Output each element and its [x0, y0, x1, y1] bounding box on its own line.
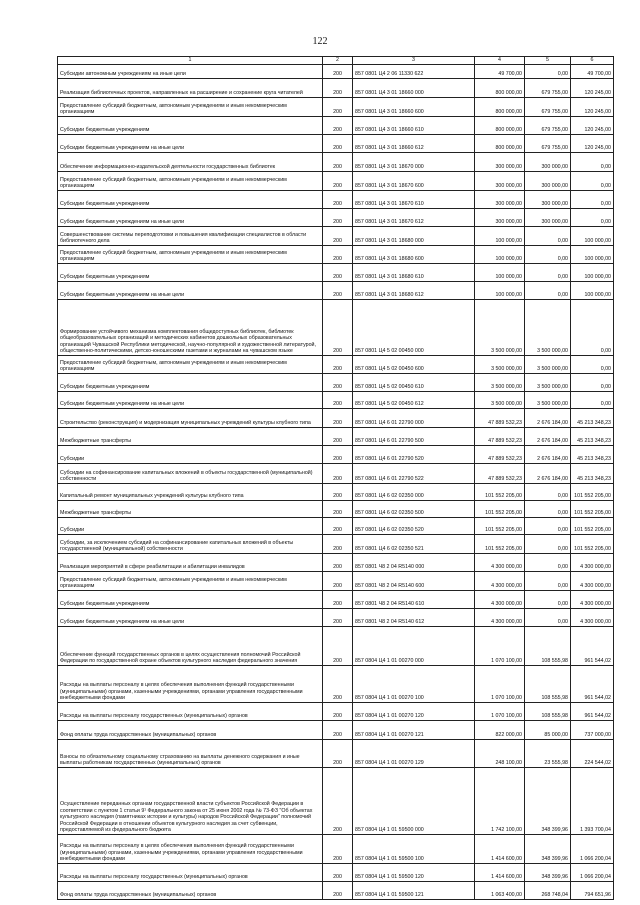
table-row — [58, 572, 614, 591]
row-grbs-cell: 200 — [323, 392, 353, 409]
row-amount-change: 2 676 184,00 — [525, 428, 571, 446]
row-amount-total: 0,00 — [571, 392, 614, 409]
row-amount-change: 348 399,96 — [525, 768, 571, 835]
row-name-cell: Субсидии, за исключением субсидий на софинансирование капитальных вложений в объекты государственной (муниципальной) собственности — [58, 535, 323, 554]
row-amount-approved: 1 070 100,00 — [475, 703, 525, 721]
row-code-cell: 857 0804 Ц4 1 01 59500 121 — [353, 882, 475, 900]
row-name-cell: Предоставление субсидий бюджетным, автономным учреждениям и иным некоммерческим организациям — [58, 98, 323, 117]
row-amount-change: 0,00 — [525, 65, 571, 79]
row-code-cell: 857 0801 Ц4 6 01 22790 000 — [353, 409, 475, 428]
row-amount-total: 100 000,00 — [571, 264, 614, 282]
row-amount-total: 120 245,00 — [571, 98, 614, 117]
row-name-cell: Межбюджетные трансферты — [58, 428, 323, 446]
row-code-cell: 857 0801 Ц4 3 01 18680 600 — [353, 246, 475, 264]
row-name-cell: Субсидии на софинансирование капитальных вложений в объекты государственной (муниципальной) собственности — [58, 464, 323, 484]
row-amount-change: 0,00 — [525, 572, 571, 591]
row-amount-total: 0,00 — [571, 153, 614, 172]
row-grbs-cell: 200 — [323, 666, 353, 703]
row-amount-change: 23 555,98 — [525, 740, 571, 768]
row-name-cell: Предоставление субсидий бюджетным, автономным учреждениям и иным некоммерческим организациям — [58, 246, 323, 264]
row-amount-change: 2 676 184,00 — [525, 446, 571, 464]
row-amount-change: 0,00 — [525, 282, 571, 300]
row-amount-approved: 300 000,00 — [475, 172, 525, 191]
row-grbs-cell: 200 — [323, 721, 353, 740]
row-amount-total: 101 552 205,00 — [571, 484, 614, 501]
row-amount-approved: 47 889 532,23 — [475, 409, 525, 428]
table-row — [58, 135, 614, 153]
row-grbs-cell: 200 — [323, 65, 353, 79]
row-amount-change: 108 555,98 — [525, 703, 571, 721]
row-amount-change: 108 555,98 — [525, 627, 571, 666]
row-amount-change: 3 500 000,00 — [525, 374, 571, 392]
row-amount-approved: 47 889 532,23 — [475, 464, 525, 484]
page-number: 122 — [312, 36, 328, 47]
row-amount-total: 45 213 348,23 — [571, 446, 614, 464]
row-amount-total: 0,00 — [571, 356, 614, 374]
row-amount-approved: 4 300 000,00 — [475, 554, 525, 572]
row-amount-total: 100 000,00 — [571, 227, 614, 246]
row-amount-change: 348 399,96 — [525, 864, 571, 882]
header-col-2: 2 — [323, 57, 353, 65]
row-amount-total: 1 066 200,04 — [571, 864, 614, 882]
row-amount-change: 0,00 — [525, 246, 571, 264]
table-row — [58, 246, 614, 264]
row-amount-total: 961 544,02 — [571, 627, 614, 666]
row-amount-approved: 101 552 205,00 — [475, 484, 525, 501]
row-code-cell: 857 0804 Ц4 1 01 59500 120 — [353, 864, 475, 882]
row-code-cell: 857 0801 Ц4 6 01 22790 500 — [353, 428, 475, 446]
row-code-cell: 857 0801 Ц4 5 02 00450 000 — [353, 300, 475, 356]
table-row — [58, 864, 614, 882]
table-row — [58, 65, 614, 79]
row-amount-total: 45 213 348,23 — [571, 428, 614, 446]
row-code-cell: 857 0801 Ц4 5 02 00450 610 — [353, 374, 475, 392]
row-grbs-cell: 200 — [323, 446, 353, 464]
row-amount-change: 300 000,00 — [525, 153, 571, 172]
table-row — [58, 282, 614, 300]
row-amount-approved: 47 889 532,23 — [475, 446, 525, 464]
row-amount-total: 961 544,02 — [571, 666, 614, 703]
row-amount-approved: 1 070 100,00 — [475, 627, 525, 666]
row-code-cell: 857 0801 Ц4 6 02 02350 521 — [353, 535, 475, 554]
row-amount-approved: 100 000,00 — [475, 227, 525, 246]
row-amount-change: 0,00 — [525, 535, 571, 554]
row-amount-total: 4 300 000,00 — [571, 609, 614, 627]
row-amount-total: 101 552 205,00 — [571, 501, 614, 518]
row-grbs-cell: 200 — [323, 374, 353, 392]
row-amount-total: 120 245,00 — [571, 135, 614, 153]
row-name-cell: Предоставление субсидий бюджетным, автономным учреждениям и иным некоммерческим организациям — [58, 172, 323, 191]
row-grbs-cell: 200 — [323, 356, 353, 374]
row-name-cell: Фонд оплаты труда государственных (муниципальных) органов — [58, 721, 323, 740]
row-code-cell: 857 0804 Ц4 1 01 00270 000 — [353, 627, 475, 666]
header-col-5: 5 — [525, 57, 571, 65]
row-code-cell: 857 0801 Ц4 3 01 18680 610 — [353, 264, 475, 282]
row-amount-total: 49 700,00 — [571, 65, 614, 79]
row-code-cell: 857 0801 Ч8 2 04 R5140 612 — [353, 609, 475, 627]
table-row — [58, 172, 614, 191]
row-amount-total: 794 651,96 — [571, 882, 614, 900]
row-grbs-cell: 200 — [323, 703, 353, 721]
table-row — [58, 227, 614, 246]
row-grbs-cell: 200 — [323, 172, 353, 191]
table-row — [58, 835, 614, 864]
row-grbs-cell: 200 — [323, 117, 353, 135]
row-code-cell: 857 0804 Ц4 1 01 00270 100 — [353, 666, 475, 703]
row-amount-total: 101 552 205,00 — [571, 535, 614, 554]
row-amount-total: 0,00 — [571, 191, 614, 209]
row-amount-approved: 100 000,00 — [475, 264, 525, 282]
row-name-cell: Расходы на выплаты персоналу государственных (муниципальных) органов — [58, 703, 323, 721]
row-name-cell: Субсидии автономным учреждениям на иные цели — [58, 65, 323, 79]
row-grbs-cell: 200 — [323, 227, 353, 246]
row-code-cell: 857 0801 Ц4 6 01 22790 520 — [353, 446, 475, 464]
row-amount-approved: 300 000,00 — [475, 209, 525, 227]
row-name-cell: Субсидии бюджетным учреждениям — [58, 374, 323, 392]
row-amount-approved: 1 414 600,00 — [475, 835, 525, 864]
table-row — [58, 627, 614, 666]
row-amount-approved: 300 000,00 — [475, 153, 525, 172]
row-grbs-cell: 200 — [323, 428, 353, 446]
row-amount-change: 300 000,00 — [525, 172, 571, 191]
row-name-cell: Капитальный ремонт муниципальных учреждений культуры клубного типа — [58, 484, 323, 501]
row-name-cell: Расходы на выплаты персоналу в целях обеспечения выполнения функций государственными (муниципальными) органами, казенными учреждениями, органами управления государственными внебюджетными фондами — [58, 835, 323, 864]
row-amount-change: 85 000,00 — [525, 721, 571, 740]
row-amount-total: 45 213 348,23 — [571, 409, 614, 428]
row-code-cell: 857 0801 Ц4 5 02 00450 612 — [353, 392, 475, 409]
row-code-cell: 857 0801 Ц4 5 02 00450 600 — [353, 356, 475, 374]
row-name-cell: Субсидии бюджетным учреждениям на иные цели — [58, 135, 323, 153]
table-row — [58, 554, 614, 572]
table-row — [58, 591, 614, 609]
table-row — [58, 428, 614, 446]
row-grbs-cell: 200 — [323, 264, 353, 282]
row-amount-total: 4 300 000,00 — [571, 572, 614, 591]
table-row — [58, 484, 614, 501]
table-row — [58, 264, 614, 282]
row-amount-total: 100 000,00 — [571, 282, 614, 300]
row-code-cell: 857 0804 Ц4 1 01 00270 129 — [353, 740, 475, 768]
table-row — [58, 721, 614, 740]
row-code-cell: 857 0801 Ц4 6 02 02350 000 — [353, 484, 475, 501]
row-amount-approved: 4 300 000,00 — [475, 591, 525, 609]
table-row — [58, 464, 614, 484]
row-name-cell: Субсидии бюджетным учреждениям на иные цели — [58, 282, 323, 300]
row-name-cell: Строительство (реконструкция) и модернизация муниципальных учреждений культуры клубного типа — [58, 409, 323, 428]
row-amount-change: 0,00 — [525, 484, 571, 501]
table-row — [58, 209, 614, 227]
row-amount-total: 1 393 700,04 — [571, 768, 614, 835]
row-name-cell: Субсидии — [58, 446, 323, 464]
table-row — [58, 446, 614, 464]
row-code-cell: 857 0801 Ц4 3 01 18670 610 — [353, 191, 475, 209]
row-amount-total: 120 245,00 — [571, 117, 614, 135]
header-col-1: 1 — [58, 57, 323, 65]
row-name-cell: Субсидии бюджетным учреждениям на иные цели — [58, 209, 323, 227]
row-name-cell: Взносы по обязательному социальному страхованию на выплаты денежного содержания и иные выплаты работникам государственных (муниципальных) органов — [58, 740, 323, 768]
row-name-cell: Предоставление субсидий бюджетным, автономным учреждениям и иным некоммерческим организациям — [58, 356, 323, 374]
row-code-cell: 857 0801 Ч8 2 04 R5140 000 — [353, 554, 475, 572]
row-amount-change: 2 676 184,00 — [525, 409, 571, 428]
row-code-cell: 857 0801 Ц4 3 01 18670 612 — [353, 209, 475, 227]
row-amount-change: 348 399,96 — [525, 835, 571, 864]
row-amount-approved: 3 500 000,00 — [475, 374, 525, 392]
row-amount-approved: 4 300 000,00 — [475, 572, 525, 591]
row-name-cell: Субсидии бюджетным учреждениям — [58, 264, 323, 282]
row-amount-change: 0,00 — [525, 609, 571, 627]
table-row — [58, 392, 614, 409]
row-amount-total: 4 300 000,00 — [571, 591, 614, 609]
row-name-cell: Осуществление переданных органам государственной власти субъектов Российской Федерации в соответствии с пунктом 1 статьи 9¹ Федерального закона от 25 июня 2002 года № 73-ФЗ "Об объектах культурного наследия (памятниках истории и культуры) народов Российской Федерации" полномочий Российской Федерации в отношении объектов культурного наследия за счет субвенции, предоставляемой из федерального бюджета — [58, 768, 323, 835]
row-amount-approved: 100 000,00 — [475, 282, 525, 300]
row-grbs-cell: 200 — [323, 501, 353, 518]
row-amount-approved: 248 100,00 — [475, 740, 525, 768]
table-row — [58, 518, 614, 535]
row-amount-total: 0,00 — [571, 172, 614, 191]
row-amount-total: 4 300 000,00 — [571, 554, 614, 572]
row-amount-total: 100 000,00 — [571, 246, 614, 264]
row-name-cell: Межбюджетные трансферты — [58, 501, 323, 518]
row-code-cell: 857 0801 Ц4 3 01 18660 000 — [353, 79, 475, 98]
row-name-cell: Реализация библиотечных проектов, направленных на расширение и сохранение круга читателей — [58, 79, 323, 98]
row-name-cell: Субсидии бюджетным учреждениям — [58, 591, 323, 609]
row-grbs-cell: 200 — [323, 627, 353, 666]
header-col-4: 4 — [475, 57, 525, 65]
row-amount-change: 0,00 — [525, 591, 571, 609]
row-amount-change: 679 755,00 — [525, 79, 571, 98]
header-col-6: 6 — [571, 57, 614, 65]
row-amount-approved: 100 000,00 — [475, 246, 525, 264]
row-name-cell: Субсидии бюджетным учреждениям на иные цели — [58, 609, 323, 627]
table-row — [58, 882, 614, 900]
row-amount-change: 268 748,04 — [525, 882, 571, 900]
row-code-cell: 857 0804 Ц4 1 01 00270 120 — [353, 703, 475, 721]
row-amount-change: 679 755,00 — [525, 98, 571, 117]
row-code-cell: 857 0801 Ч8 2 04 R5140 600 — [353, 572, 475, 591]
row-name-cell: Обеспечение функций государственных органов в целях осуществления полномочий Российской Федерации по государственной охране объектов культурного наследия федерального значения — [58, 627, 323, 666]
row-code-cell: 857 0804 Ц4 1 01 59500 000 — [353, 768, 475, 835]
row-grbs-cell: 200 — [323, 835, 353, 864]
row-code-cell: 857 0801 Ц4 3 01 18680 612 — [353, 282, 475, 300]
row-amount-approved: 3 500 000,00 — [475, 300, 525, 356]
row-amount-approved: 3 500 000,00 — [475, 356, 525, 374]
row-amount-change: 0,00 — [525, 554, 571, 572]
row-code-cell: 857 0801 Ч8 2 04 R5140 610 — [353, 591, 475, 609]
row-grbs-cell: 200 — [323, 768, 353, 835]
row-amount-approved: 47 889 532,23 — [475, 428, 525, 446]
table-row — [58, 117, 614, 135]
row-grbs-cell: 200 — [323, 864, 353, 882]
table-header-row — [58, 57, 614, 65]
table-body — [58, 65, 614, 900]
row-amount-approved: 800 000,00 — [475, 135, 525, 153]
row-name-cell: Расходы на выплаты персоналу в целях обеспечения выполнения функций государственными (муниципальными) органами, казенными учреждениями, органами управления государственными внебюджетными фондами — [58, 666, 323, 703]
row-grbs-cell: 200 — [323, 300, 353, 356]
row-amount-approved: 800 000,00 — [475, 117, 525, 135]
row-grbs-cell: 200 — [323, 535, 353, 554]
row-name-cell: Субсидии бюджетным учреждениям — [58, 191, 323, 209]
row-grbs-cell: 200 — [323, 464, 353, 484]
row-amount-approved: 822 000,00 — [475, 721, 525, 740]
row-amount-total: 120 245,00 — [571, 79, 614, 98]
row-code-cell: 857 0801 Ц4 3 01 18680 000 — [353, 227, 475, 246]
table-row — [58, 79, 614, 98]
table-row — [58, 153, 614, 172]
row-code-cell: 857 0801 Ц4 3 01 18660 612 — [353, 135, 475, 153]
row-name-cell: Субсидии бюджетным учреждениям — [58, 117, 323, 135]
row-grbs-cell: 200 — [323, 246, 353, 264]
row-grbs-cell: 200 — [323, 740, 353, 768]
row-name-cell: Субсидии бюджетным учреждениям на иные цели — [58, 392, 323, 409]
row-grbs-cell: 200 — [323, 191, 353, 209]
row-grbs-cell: 200 — [323, 209, 353, 227]
row-amount-total: 1 066 200,04 — [571, 835, 614, 864]
row-amount-approved: 800 000,00 — [475, 79, 525, 98]
row-amount-change: 3 500 000,00 — [525, 392, 571, 409]
row-amount-change: 2 676 184,00 — [525, 464, 571, 484]
row-grbs-cell: 200 — [323, 135, 353, 153]
row-code-cell: 857 0804 Ц4 1 01 00270 121 — [353, 721, 475, 740]
header-col-3: 3 — [353, 57, 475, 65]
row-code-cell: 857 0801 Ц4 6 02 02350 520 — [353, 518, 475, 535]
row-grbs-cell: 200 — [323, 153, 353, 172]
row-amount-approved: 4 300 000,00 — [475, 609, 525, 627]
row-amount-approved: 101 552 205,00 — [475, 518, 525, 535]
row-name-cell: Формирование устойчивого механизма комплектования общедоступных библиотек, библиотек общеобразовательных организаций и методических кабинетов дошкольных образовательных организаций Чувашской Республики методической, научно-популярной и художественной литературой, общественно-политическими, детско-юношескими газетами и журналами на чувашском языке — [58, 300, 323, 356]
row-code-cell: 857 0801 Ц4 3 01 18660 610 — [353, 117, 475, 135]
row-name-cell: Совершенствование системы переподготовки и повышения квалификации специалистов в области библиотечного дела — [58, 227, 323, 246]
table-row — [58, 535, 614, 554]
row-amount-approved: 1 742 100,00 — [475, 768, 525, 835]
row-amount-change: 679 755,00 — [525, 135, 571, 153]
row-amount-change: 108 555,98 — [525, 666, 571, 703]
row-amount-approved: 3 500 000,00 — [475, 392, 525, 409]
row-grbs-cell: 200 — [323, 409, 353, 428]
row-amount-total: 737 000,00 — [571, 721, 614, 740]
row-grbs-cell: 200 — [323, 591, 353, 609]
row-grbs-cell: 200 — [323, 282, 353, 300]
row-code-cell: 857 0801 Ц4 3 01 18670 600 — [353, 172, 475, 191]
table-row — [58, 768, 614, 835]
row-amount-approved: 101 552 205,00 — [475, 535, 525, 554]
table-row — [58, 356, 614, 374]
row-amount-approved: 1 414 600,00 — [475, 864, 525, 882]
row-amount-approved: 101 552 205,00 — [475, 501, 525, 518]
row-amount-change: 0,00 — [525, 501, 571, 518]
row-amount-total: 224 544,02 — [571, 740, 614, 768]
row-amount-change: 679 755,00 — [525, 117, 571, 135]
row-amount-total: 0,00 — [571, 374, 614, 392]
table-row — [58, 300, 614, 356]
row-amount-change: 3 500 000,00 — [525, 356, 571, 374]
row-amount-approved: 1 063 400,00 — [475, 882, 525, 900]
row-amount-total: 0,00 — [571, 209, 614, 227]
row-code-cell: 857 0801 Ц4 6 02 02350 500 — [353, 501, 475, 518]
row-amount-approved: 300 000,00 — [475, 191, 525, 209]
row-grbs-cell: 200 — [323, 79, 353, 98]
row-amount-approved: 1 070 100,00 — [475, 666, 525, 703]
row-code-cell: 857 0801 Ц4 3 01 18660 600 — [353, 98, 475, 117]
row-code-cell: 857 0801 Ц4 2 06 11330 622 — [353, 65, 475, 79]
row-amount-change: 300 000,00 — [525, 209, 571, 227]
table-row — [58, 374, 614, 392]
row-amount-total: 45 213 348,23 — [571, 464, 614, 484]
row-name-cell: Субсидии — [58, 518, 323, 535]
table-row — [58, 501, 614, 518]
row-grbs-cell: 200 — [323, 554, 353, 572]
row-name-cell: Фонд оплаты труда государственных (муниципальных) органов — [58, 882, 323, 900]
table-row — [58, 666, 614, 703]
table-row — [58, 98, 614, 117]
row-grbs-cell: 200 — [323, 609, 353, 627]
row-code-cell: 857 0804 Ц4 1 01 59500 100 — [353, 835, 475, 864]
row-grbs-cell: 200 — [323, 484, 353, 501]
row-code-cell: 857 0801 Ц4 3 01 18670 000 — [353, 153, 475, 172]
row-grbs-cell: 200 — [323, 518, 353, 535]
row-name-cell: Обеспечение информационно-издательской деятельности государственных библиотек — [58, 153, 323, 172]
row-name-cell: Предоставление субсидий бюджетным, автономным учреждениям и иным некоммерческим организациям — [58, 572, 323, 591]
row-amount-total: 961 544,02 — [571, 703, 614, 721]
table-row — [58, 703, 614, 721]
row-amount-approved: 49 700,00 — [475, 65, 525, 79]
row-amount-change: 3 500 000,00 — [525, 300, 571, 356]
row-grbs-cell: 200 — [323, 882, 353, 900]
row-amount-total: 0,00 — [571, 300, 614, 356]
row-amount-total: 101 552 205,00 — [571, 518, 614, 535]
row-amount-change: 300 000,00 — [525, 191, 571, 209]
row-grbs-cell: 200 — [323, 572, 353, 591]
row-name-cell: Реализация мероприятий в сфере реабилитации и абилитации инвалидов — [58, 554, 323, 572]
row-grbs-cell: 200 — [323, 98, 353, 117]
row-name-cell: Расходы на выплаты персоналу государственных (муниципальных) органов — [58, 864, 323, 882]
budget-table — [57, 56, 614, 900]
table-row — [58, 609, 614, 627]
row-code-cell: 857 0801 Ц4 6 01 22790 522 — [353, 464, 475, 484]
table-row — [58, 191, 614, 209]
row-amount-change: 0,00 — [525, 227, 571, 246]
row-amount-change: 0,00 — [525, 518, 571, 535]
table-row — [58, 409, 614, 428]
table-row — [58, 740, 614, 768]
row-amount-change: 0,00 — [525, 264, 571, 282]
row-amount-approved: 800 000,00 — [475, 98, 525, 117]
